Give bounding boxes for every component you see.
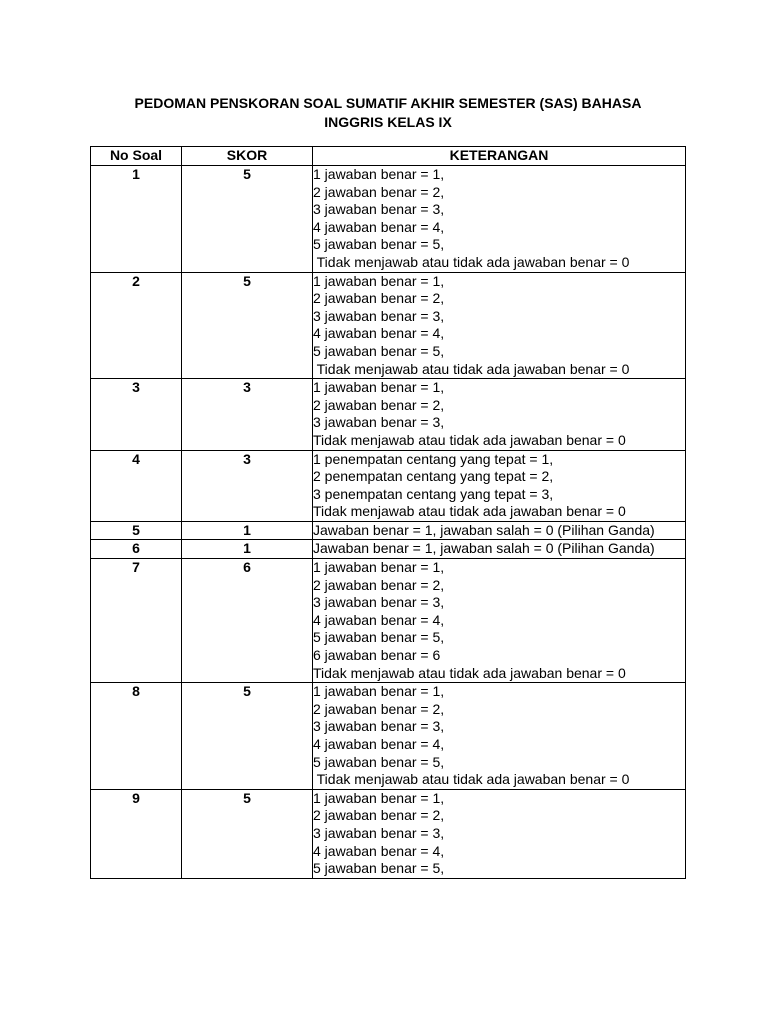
keterangan-line: 1 jawaban benar = 1, (313, 379, 445, 396)
cell-skor: 3 (182, 450, 313, 521)
cell-no-soal: 8 (91, 683, 182, 790)
cell-keterangan (313, 540, 686, 559)
keterangan-line: 3 jawaban benar = 3, (313, 201, 445, 218)
keterangan-line: 4 jawaban benar = 4, (313, 325, 445, 342)
cell-skor: 5 (182, 272, 313, 379)
keterangan-line: 1 penempatan centang yang tepat = 1, (313, 450, 554, 467)
keterangan-line: 4 jawaban benar = 4, (313, 842, 445, 859)
keterangan-line: 2 jawaban benar = 2, (313, 700, 445, 717)
keterangan-line: 4 jawaban benar = 4, (313, 736, 445, 752)
title-line-2: INGGRIS KELAS IX (324, 114, 452, 130)
keterangan-line: 3 jawaban benar = 3, (313, 414, 445, 431)
cell-skor: 3 (182, 379, 313, 450)
keterangan-line: Jawaban benar = 1, jawaban salah = 0 (Pilihan Ganda) (313, 521, 655, 538)
keterangan-line: 1 jawaban benar = 1, (313, 683, 445, 700)
cell-keterangan (313, 559, 686, 683)
keterangan-line: 4 jawaban benar = 4, (313, 611, 445, 628)
keterangan-line: 2 penempatan centang yang tepat = 2, (313, 468, 554, 485)
cell-no-soal: 5 (91, 521, 182, 540)
keterangan-line: 4 jawaban benar = 4, (313, 218, 445, 235)
keterangan-line: 5 jawaban benar = 5, (313, 342, 445, 359)
keterangan-line: 2 jawaban benar = 2, (313, 807, 445, 824)
table-row (91, 379, 686, 450)
cell-skor: 1 (182, 540, 313, 559)
keterangan-line: Tidak menjawab atau tidak ada jawaban benar = 0 (313, 253, 630, 270)
cell-no-soal: 3 (91, 379, 182, 450)
keterangan-line: 1 jawaban benar = 1, (313, 789, 445, 806)
table-row (91, 166, 686, 273)
cell-keterangan (313, 379, 686, 450)
document-title (90, 94, 686, 132)
header-skor: SKOR (182, 147, 313, 166)
cell-no-soal: 7 (91, 559, 182, 683)
keterangan-line: 3 jawaban benar = 3, (313, 718, 445, 735)
cell-no-soal: 1 (91, 166, 182, 273)
cell-keterangan (313, 450, 686, 521)
scoring-table (90, 146, 686, 879)
keterangan-line: 3 jawaban benar = 3, (313, 594, 445, 611)
keterangan-line: 2 jawaban benar = 2, (313, 396, 445, 413)
cell-keterangan (313, 683, 686, 790)
keterangan-line: 2 jawaban benar = 2, (313, 290, 445, 307)
keterangan-line: 2 jawaban benar = 2, (313, 576, 445, 593)
cell-no-soal: 4 (91, 450, 182, 521)
table-row (91, 272, 686, 379)
cell-keterangan (313, 789, 686, 878)
keterangan-line: Tidak menjawab atau tidak ada jawaban benar = 0 (313, 503, 626, 520)
cell-keterangan (313, 521, 686, 540)
header-keterangan: KETERANGAN (313, 147, 686, 166)
keterangan-line: 1 jawaban benar = 1, (313, 166, 445, 182)
keterangan-line: Tidak menjawab atau tidak ada jawaban benar = 0 (313, 771, 630, 788)
keterangan-line: 3 penempatan centang yang tepat = 3, (313, 485, 554, 502)
cell-no-soal: 6 (91, 540, 182, 559)
keterangan-line: Tidak menjawab atau tidak ada jawaban benar = 0 (313, 431, 626, 448)
keterangan-line: 5 jawaban benar = 5, (313, 629, 445, 646)
cell-skor: 5 (182, 166, 313, 273)
table-row (91, 521, 686, 540)
cell-keterangan (313, 166, 686, 273)
keterangan-line: 5 jawaban benar = 5, (313, 236, 445, 253)
table-row (91, 540, 686, 559)
table-row (91, 450, 686, 521)
table-row (91, 683, 686, 790)
keterangan-line: Jawaban benar = 1, jawaban salah = 0 (Pilihan Ganda) (313, 540, 655, 557)
keterangan-line: 5 jawaban benar = 5, (313, 753, 445, 770)
cell-skor: 1 (182, 521, 313, 540)
cell-no-soal: 2 (91, 272, 182, 379)
table-header-row (91, 147, 686, 166)
table-body (91, 166, 686, 879)
cell-skor: 5 (182, 683, 313, 790)
header-no-soal: No Soal (91, 147, 182, 166)
cell-no-soal: 9 (91, 789, 182, 878)
keterangan-line: 2 jawaban benar = 2, (313, 183, 445, 200)
keterangan-line: 6 jawaban benar = 6 (313, 647, 441, 664)
cell-skor: 6 (182, 559, 313, 683)
cell-keterangan (313, 272, 686, 379)
keterangan-line: 5 jawaban benar = 5, (313, 860, 445, 877)
keterangan-line: 1 jawaban benar = 1, (313, 559, 445, 576)
keterangan-line: Tidak menjawab atau tidak ada jawaban benar = 0 (313, 664, 626, 681)
keterangan-line: 3 jawaban benar = 3, (313, 824, 445, 841)
keterangan-line: 3 jawaban benar = 3, (313, 307, 445, 324)
title-line-1: PEDOMAN PENSKORAN SOAL SUMATIF AKHIR SEMESTER (SAS) BAHASA (134, 95, 642, 111)
cell-skor: 5 (182, 789, 313, 878)
keterangan-line: 1 jawaban benar = 1, (313, 272, 445, 289)
keterangan-line: Tidak menjawab atau tidak ada jawaban benar = 0 (313, 360, 630, 377)
table-row (91, 789, 686, 878)
table-row (91, 559, 686, 683)
